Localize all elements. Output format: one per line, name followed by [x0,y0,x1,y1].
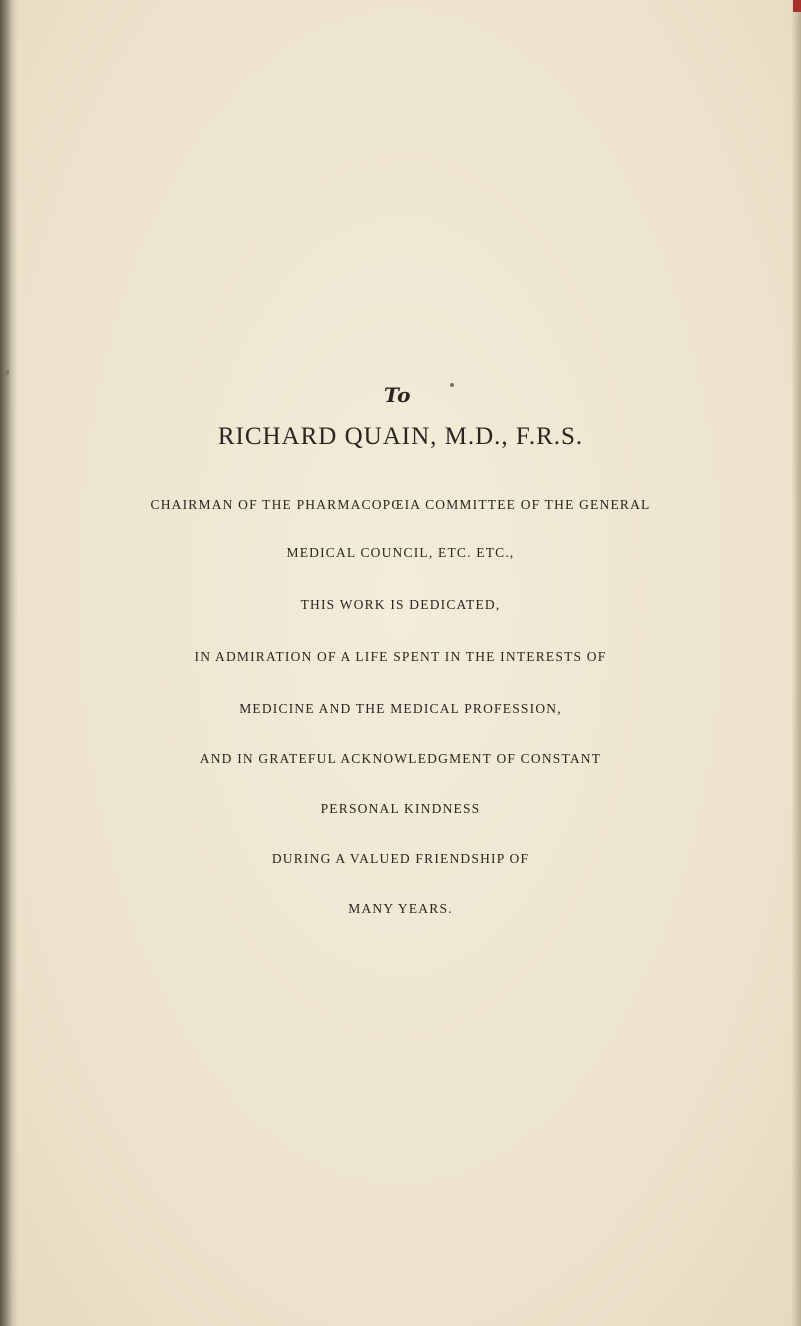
dedication-line: THIS WORK IS DEDICATED, [300,597,501,612]
dedication-line: MEDICAL COUNCIL, ETC. ETC., [286,545,515,560]
dedication-line: AND IN GRATEFUL ACKNOWLEDGMENT OF CONSTANT [199,751,602,766]
dedication-line: MANY YEARS. [348,901,453,916]
paper-speck [6,370,9,375]
dedication-line: DURING A VALUED FRIENDSHIP OF [271,851,530,866]
dedication-line: IN ADMIRATION OF A LIFE SPENT IN THE INTERESTS OF [194,649,607,664]
dedication-line: CHAIRMAN OF THE PHARMACOPŒIA COMMITTEE OF THE GENERAL [150,497,651,512]
corner-mark [793,0,801,12]
salutation: To [384,383,411,407]
dedication-line: PERSONAL KINDNESS [320,801,481,816]
dedication-line: MEDICINE AND THE MEDICAL PROFESSION, [239,701,562,716]
dedicatee-name: RICHARD QUAIN, M.D., F.R.S. [217,423,584,450]
